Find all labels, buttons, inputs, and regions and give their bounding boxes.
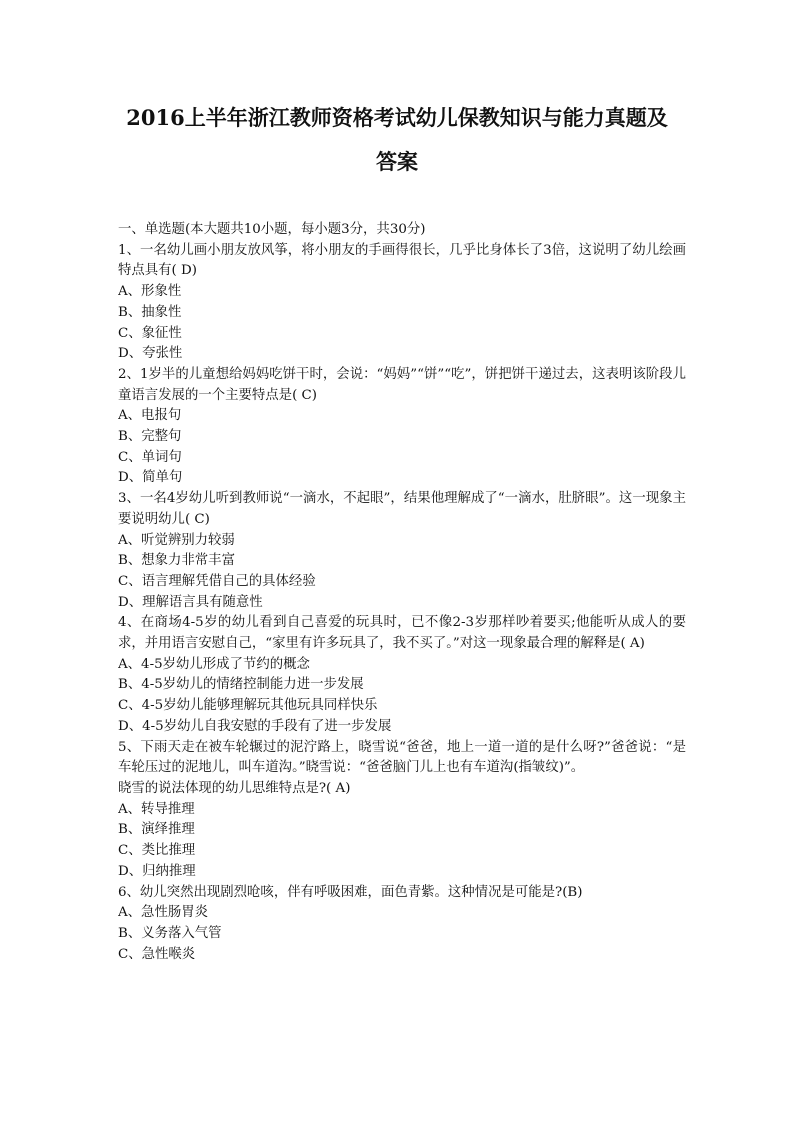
question-3-option-b: B、想象力非常丰富 [118, 553, 235, 569]
section-heading: 一、单选题(本大题共10小题，每小题3分，共30分) [118, 222, 426, 237]
question-2-option-c: C、单词句 [118, 449, 182, 465]
question-2-option-d: D、简单句 [118, 470, 183, 486]
question-6-option-a: A、急性肠胃炎 [118, 905, 209, 921]
question-2-option-a: A、电报句 [118, 408, 182, 424]
title-line-2: 答案 [376, 149, 418, 174]
question-4-stem: 4、在商场4-5岁的幼儿看到自己喜爱的玩具时，已不像2-3岁那样吵着要买;他能听从成人的要求，并用语言安慰自己，“家里有许多玩具了，我不买了。”对这一现象最合理的解释是( A) [118, 615, 686, 652]
question-2-stem: 2、1岁半的儿童想给妈妈吃饼干时，会说：“妈妈”“饼”“吃”，饼把饼干递过去，这表明该阶段儿童语言发展的一个主要特点是( C) [118, 366, 686, 403]
question-5-option-b: B、演绎推理 [118, 822, 195, 838]
question-5-option-c: C、类比推理 [118, 843, 196, 859]
question-1-option-d: D、夸张性 [118, 346, 183, 362]
question-6-option-c: C、急性喉炎 [118, 946, 196, 962]
question-1-stem: 1、一名幼儿画小朋友放风筝，将小朋友的手画得很长，几乎比身体长了3倍，这说明了幼儿绘画特点具有( D) [118, 242, 686, 279]
question-1-option-b: B、抽象性 [118, 304, 182, 320]
question-4-option-c: C、4-5岁幼儿能够理解玩其他玩具同样快乐 [118, 698, 378, 714]
question-3-option-a: A、听觉辨别力较弱 [118, 532, 235, 548]
question-6-stem: 6、幼儿突然出现剧烈呛咳，伴有呼吸困难，面色青紫。这种情况是可能是?(B) [118, 884, 583, 900]
question-3-option-c: C、语言理解凭借自己的具体经验 [118, 573, 316, 589]
question-1-option-a: A、形象性 [118, 284, 182, 300]
document-title [100, 96, 694, 184]
question-5-option-a: A、转导推理 [118, 801, 195, 817]
question-5-option-d: D、归纳推理 [118, 863, 196, 879]
question-2-option-b: B、完整句 [118, 429, 182, 445]
document-body [118, 220, 686, 965]
question-4-option-d: D、4-5岁幼儿自我安慰的手段有了进一步发展 [118, 718, 392, 734]
question-6-option-b: B、义务落入气管 [118, 925, 222, 941]
question-3-stem: 3、一名4岁幼儿听到教师说“一滴水，不起眼”，结果他理解成了“一滴水，肚脐眼”。这一现象主要说明幼儿( C) [118, 491, 686, 527]
question-4-option-a: A、4-5岁幼儿形成了节约的概念 [118, 656, 310, 672]
title-line-1: 2016上半年浙江教师资格考试幼儿保教知识与能力真题及 [126, 105, 668, 130]
question-4-option-b: B、4-5岁幼儿的情绪控制能力进一步发展 [118, 677, 364, 693]
question-5-stem-2: 晓雪的说法体现的幼儿思维特点是?( A) [118, 780, 351, 796]
question-3-option-d: D、理解语言具有随意性 [118, 594, 263, 610]
question-5-stem: 5、下雨天走在被车轮辗过的泥泞路上，晓雪说“爸爸，地上一道一道的是什么呀?”爸爸说：“是车轮压过的泥地儿，叫车道沟。”晓雪说：“爸爸脑门儿上也有车道沟(指皱纹)”。 [118, 739, 686, 776]
question-1-option-c: C、象征性 [118, 325, 182, 341]
